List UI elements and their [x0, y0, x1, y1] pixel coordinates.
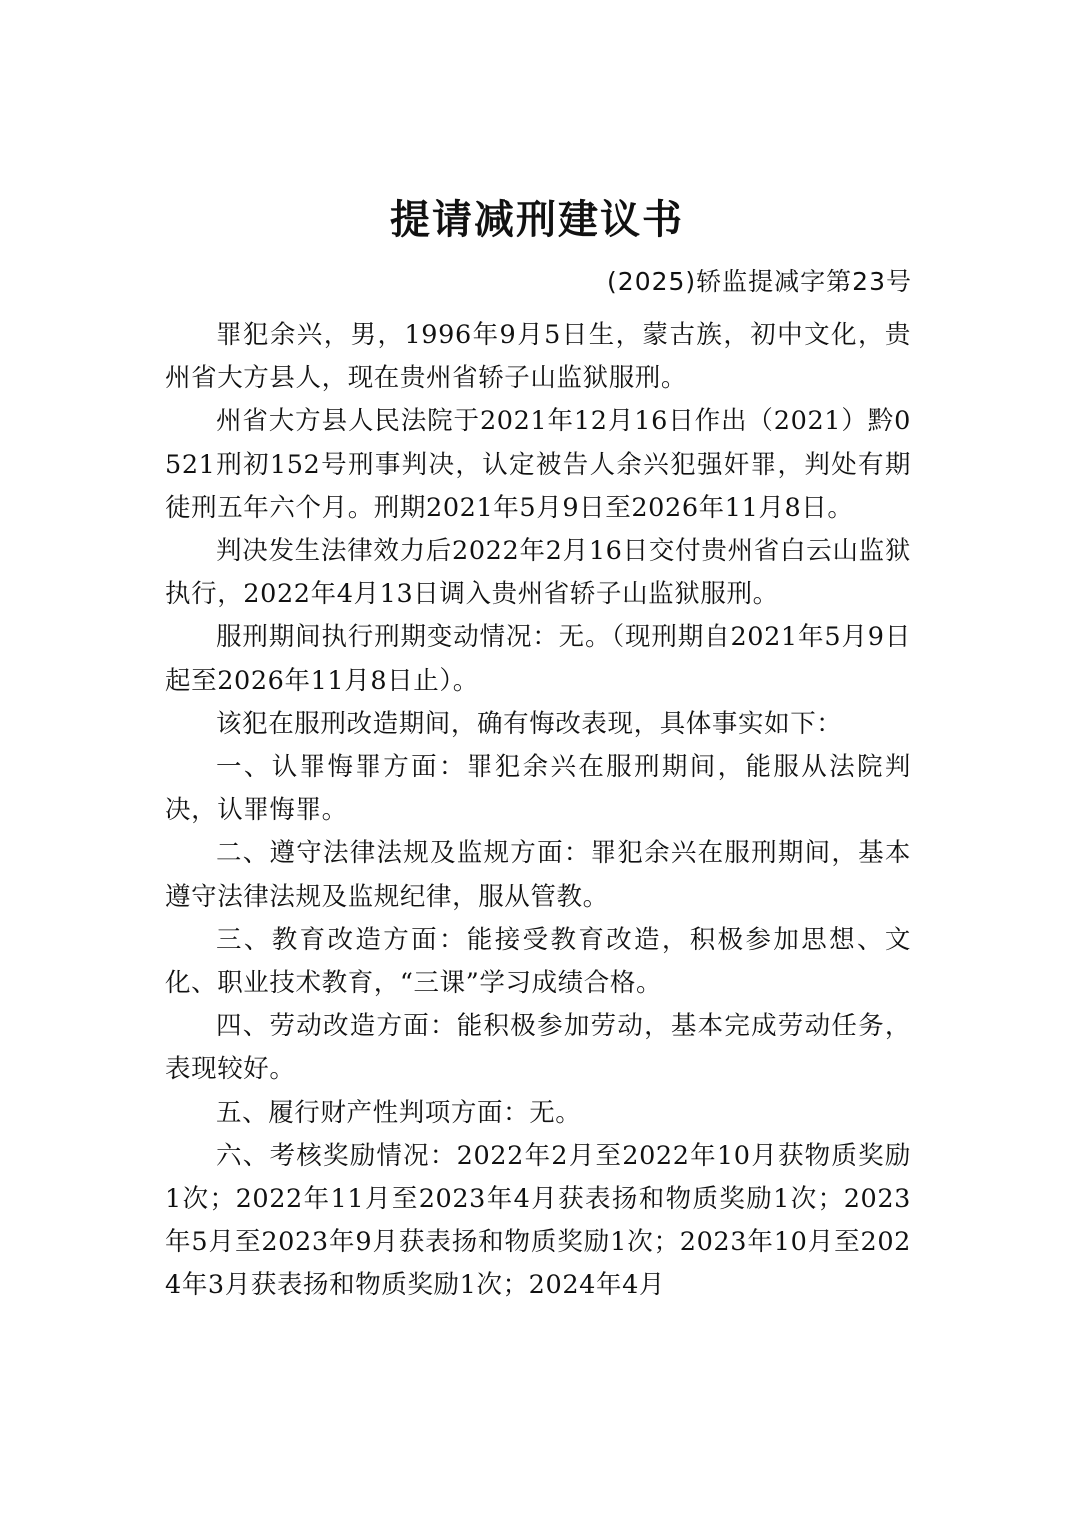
- paragraph-labor: 四、劳动改造方面：能积极参加劳动，基本完成劳动任务，表现较好。: [165, 1011, 911, 1085]
- paragraph-judgment: 州省大方县人民法院于2021年12月16日作出（2021）黔0521刑初152号刑事判决，认定被告人余兴犯强奸罪，判处有期徒刑五年六个月。刑期2021年5月9日至2026年11月8日。: [165, 406, 911, 523]
- document-number: (2025)轿监提减字第23号: [607, 267, 912, 296]
- paragraph-execution: 判决发生法律效力后2022年2月16日交付贵州省白云山监狱执行，2022年4月13日调入贵州省轿子山监狱服刑。: [165, 536, 911, 610]
- document-title: 提请减刑建议书: [390, 196, 684, 243]
- paragraph-repentance: 一、认罪悔罪方面：罪犯余兴在服刑期间，能服从法院判决，认罪悔罪。: [165, 752, 911, 826]
- paragraph-sentence-change: 服刑期间执行刑期变动情况：无。（现刑期自2021年5月9日起至2026年11月8日止）。: [165, 622, 911, 696]
- paragraph-rewards: 六、考核奖励情况：2022年2月至2022年10月获物质奖励1次；2022年11月至2023年4月获表扬和物质奖励1次；2023年5月至2023年9月获表扬和物质奖励1次；2023年10月至2024年3月获表扬和物质奖励1次；2024年4月: [165, 1140, 911, 1301]
- paragraph-criminal-info: 罪犯余兴，男，1996年9月5日生，蒙古族，初中文化，贵州省大方县人，现在贵州省轿子山监狱服刑。: [165, 320, 911, 394]
- paragraph-property: 五、履行财产性判项方面：无。: [216, 1097, 582, 1128]
- document-body: [165, 314, 911, 1374]
- paragraph-compliance: 二、遵守法律法规及监规方面：罪犯余兴在服刑期间，基本遵守法律法规及监规纪律，服从管教。: [165, 838, 911, 912]
- paragraph-education: 三、教育改造方面：能接受教育改造，积极参加思想、文化、职业技术教育，“三课”学习成绩合格。: [165, 924, 911, 999]
- paragraph-facts-intro: 该犯在服刑改造期间，确有悔改表现，具体事实如下：: [216, 708, 843, 739]
